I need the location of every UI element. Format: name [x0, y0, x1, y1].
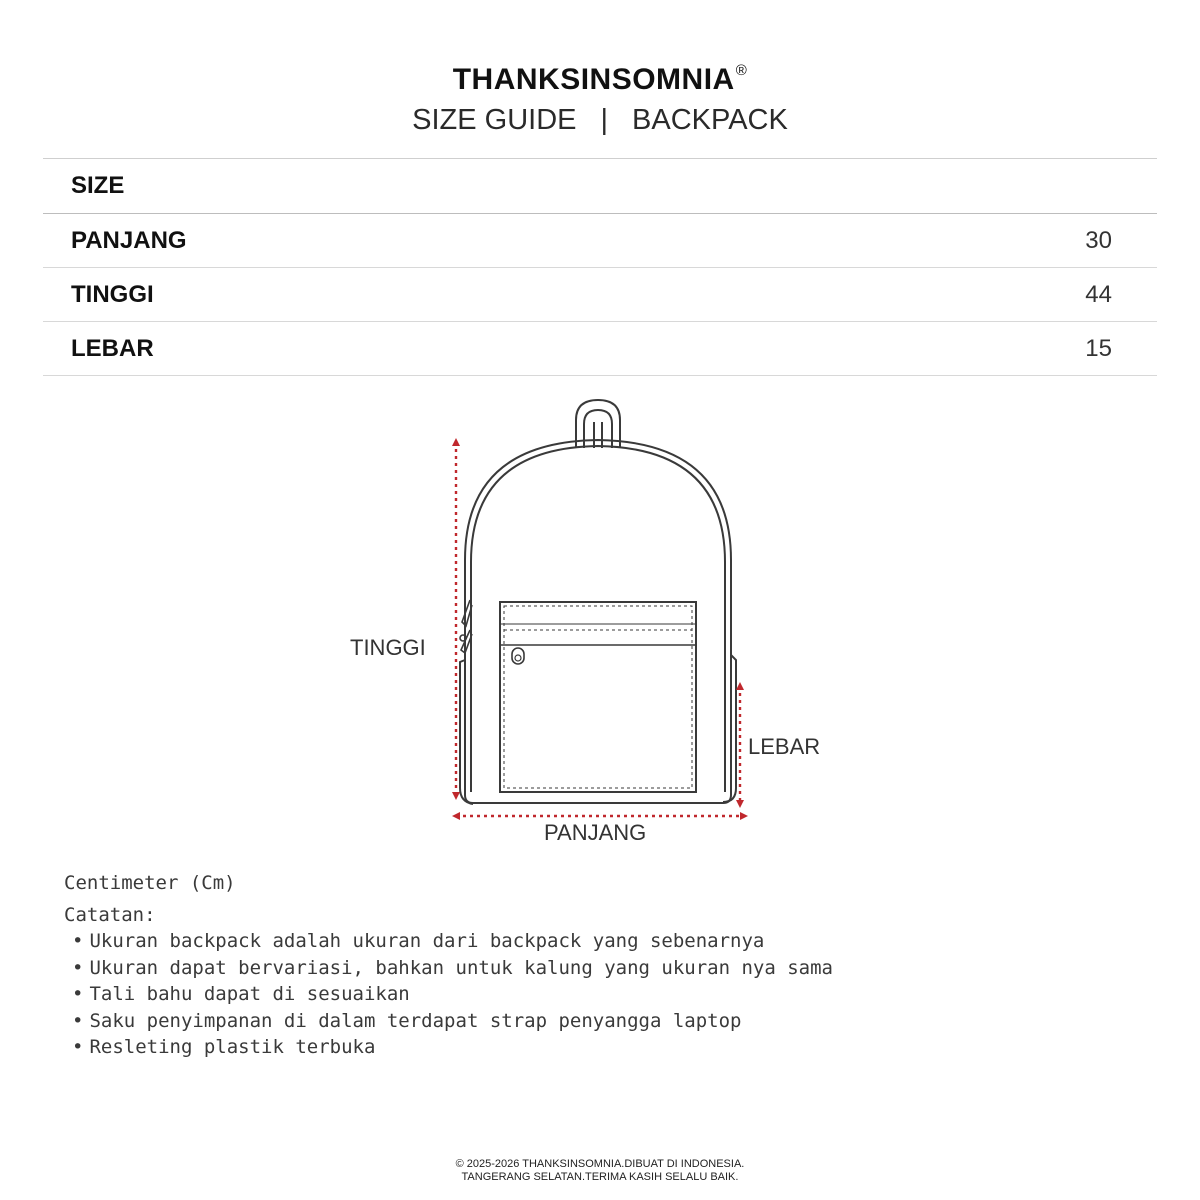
note-text: Tali bahu dapat di sesuaikan — [89, 983, 410, 1005]
list-item — [72, 1034, 833, 1061]
note-text: Ukuran backpack adalah ukuran dari backpack yang sebenarnya — [89, 930, 765, 952]
front-pocket-icon — [500, 602, 696, 792]
list-item — [72, 928, 833, 955]
backpack-diagram — [300, 390, 900, 860]
size-row-tinggi — [43, 268, 1157, 322]
page-subtitle — [0, 104, 1200, 137]
note-text: Ukuran dapat bervariasi, bahkan untuk kalung yang ukuran nya sama — [89, 956, 833, 979]
diagram-label-lebar: LEBAR — [748, 734, 821, 759]
brand-name: THANKSINSOMNIA — [452, 63, 735, 96]
notes-list — [64, 928, 833, 1061]
notes-heading: Catatan: — [64, 904, 156, 926]
size-row-label: PANJANG — [71, 226, 187, 254]
footer-line-1: © 2025-2026 THANKSINSOMNIA.DIBUAT DI INDONESIA. — [455, 1158, 745, 1170]
bullet: • — [72, 983, 84, 1005]
section-label: SIZE GUIDE — [412, 104, 577, 136]
bullet: • — [72, 956, 84, 979]
size-row-panjang — [43, 214, 1157, 268]
bullet: • — [72, 930, 84, 952]
note-text: Saku penyimpanan di dalam terdapat strap penyangga laptop — [89, 1009, 742, 1032]
size-table — [43, 158, 1157, 376]
brand-title — [0, 62, 1200, 97]
backpack-body-icon — [460, 440, 736, 804]
registered-mark: ® — [735, 62, 748, 79]
product-label: BACKPACK — [632, 104, 788, 136]
list-item — [72, 981, 833, 1008]
size-row-value: 15 — [1085, 334, 1112, 362]
diagram-label-tinggi: TINGGI — [350, 635, 426, 660]
note-text: Resleting plastik terbuka — [89, 1036, 376, 1058]
list-item — [72, 955, 833, 982]
footer-line-2: TANGERANG SELATAN.TERIMA KASIH SELALU BAIK. — [461, 1171, 739, 1183]
subtitle-separator: | — [600, 104, 609, 136]
size-row-lebar — [43, 322, 1157, 376]
diagram-label-panjang: PANJANG — [544, 820, 647, 845]
backpack-illustration — [300, 390, 900, 860]
size-row-label: TINGGI — [71, 280, 154, 308]
unit-note: Centimeter (Cm) — [64, 872, 236, 894]
list-item — [72, 1008, 833, 1035]
bullet: • — [72, 1036, 84, 1058]
notes-section — [64, 872, 833, 1061]
size-row-label: LEBAR — [71, 334, 154, 362]
size-row-value: 30 — [1085, 226, 1112, 254]
size-table-header — [43, 159, 1157, 214]
size-row-value: 44 — [1085, 280, 1112, 308]
size-header-label: SIZE — [71, 172, 125, 199]
bullet: • — [72, 1009, 84, 1032]
